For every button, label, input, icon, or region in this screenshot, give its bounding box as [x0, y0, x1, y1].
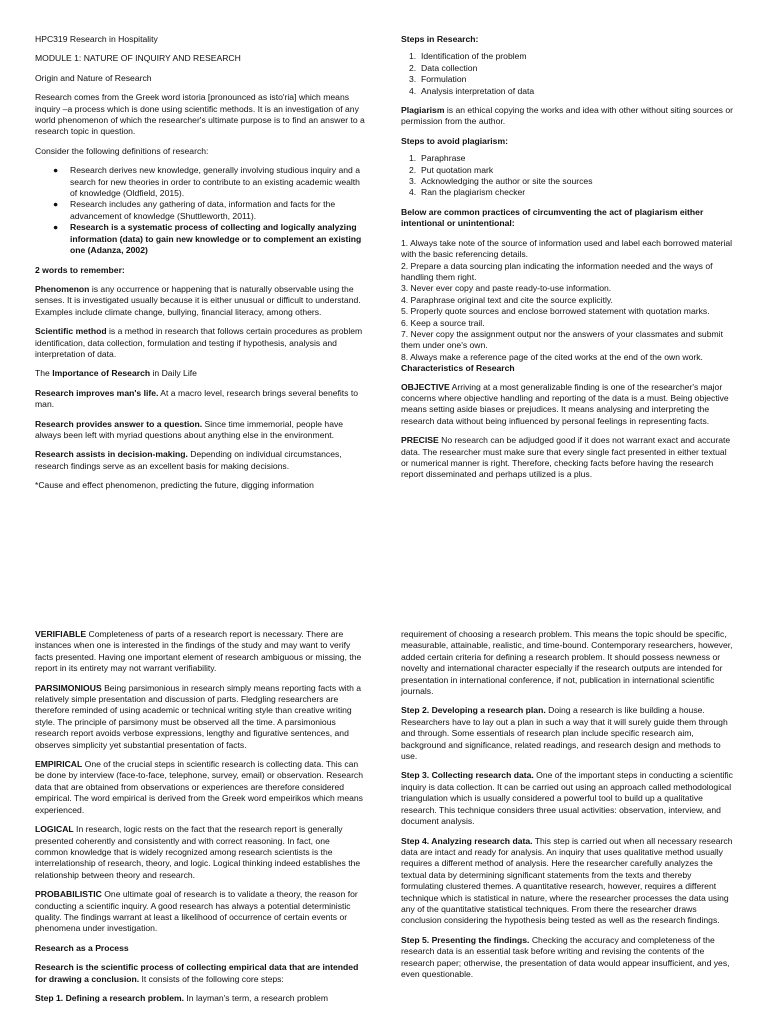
parsimonious-paragraph: PARSIMONIOUS Being parsimonious in research simply means reporting facts with a relatively simple presentation and discussion of parts. Fledgling researchers are therefore reminded of using academic or technical writing style than creative writing style. The principle of parsimony must be observed all the time. A parsimonious research report avoids verbose expressions, lengthy and figurative sentences, and observes simplicity yet substantial presentation of facts. [35, 682, 362, 750]
list-item: ● Research is a systematic process of collecting and logically analyzing information (data) to gain new knowledge or to complement an existing one (Adanza, 2002) [53, 222, 362, 256]
empirical-paragraph: EMPIRICAL One of the crucial steps in scientific research is collecting data. This can be done by interview (face-to-face, telephone, survey, email) or observation. Research data that are obtained from observations or experiences are therefore considered empirical. The word empirical is derived from the Greek word empeirikos which means experienced. [35, 759, 364, 815]
two-words-heading: 2 words to remember: [35, 264, 125, 275]
step3-paragraph: Step 3. Collecting research data. One of the important steps in conducting a scientific inquiry is data collection. It can be carried out using an approach called methodological triangulation which is usually considered a powerful tool to build up a qualitative research. This technique considers three usual activities: observation, interview, and document analysis. [401, 770, 733, 827]
step4-paragraph: Step 4. Analyzing research data. This step is carried out when all necessary research data are intact and ready for analysis. An inquiry that uses qualitative method usually requires a different method of analysis. Here the researcher carefully analyzes the textual data by determining significant statements from the texts and thereby formulating clustered themes. A quantitative research, however, requires a different technique which is statistical in nature, where the researcher processes the data using any of the quantitative statistical techniques. From there the researcher draws conclusion considering the hypothesis being tested as well as the research findings. [401, 835, 733, 926]
scientific-method-paragraph: Scientific method is a method in research that follows certain procedures as problem identification, data collection, formulation and testing if hypothesis, analysis and interpretation of data. [35, 326, 363, 359]
section-heading: Origin and Nature of Research [35, 72, 152, 83]
course-title: HPC319 Research in Hospitality [35, 34, 158, 44]
list-item: ● Research derives new knowledge, generally involving studious inquiry and a search for new theories in order to contribute to an existing academic wealth of knowledge (Oldfield, 2015). [53, 165, 360, 199]
plagiarism-paragraph: Plagiarism is an ethical copying the works and idea with other without siting sources or permission from the author. [401, 105, 733, 127]
list-item: 1. Paraphrase [409, 153, 466, 164]
logical-paragraph: LOGICAL In research, logic rests on the fact that the research report is generally presented coherently and consistently and with correct reasoning. In fact, one common knowledge that is widely recognized among research scientists is the interrelationship of research, theory, and logic. Logical thinking indeed establishes the relationship between theory and research. [35, 824, 361, 880]
improves-paragraph: Research improves man's life. At a macro level, research brings several benefits to man. [35, 387, 359, 410]
bullet-icon: ● [53, 165, 59, 176]
practices-heading: Below are common practices of circumventing the act of plagiarism either intentional or unintentional: [401, 206, 704, 229]
module-title: MODULE 1: NATURE OF INQUIRY AND RESEARCH [35, 53, 241, 64]
list-item: 2. Prepare a data sourcing plan indicating the information needed and the ways of handling them right. [401, 260, 713, 282]
step2-paragraph: Step 2. Developing a research plan. Doing a research is like building a house. Researchers have to lay out a plan in such a way that it will surely guide them through and through. Some essentials of research plan include specific research aim, background and significance, related readings, and research design and methods to use. [401, 705, 728, 762]
practices-list [401, 238, 733, 363]
list-item: 4. Analysis interpretation of data [409, 85, 535, 96]
list-item: 4. Paraphrase original text and cite the source explicitly. [401, 294, 613, 305]
steps-heading: Steps in Research: [401, 34, 479, 44]
verifiable-paragraph: VERIFIABLE Completeness of parts of a research report is necessary. There are instances when one is interested in the findings of the study and may want to verify facts presented. Having one important element of research ambiguous or missing, the report in its entirety may not warrant verifiability. [35, 629, 362, 674]
page1-right-column [401, 34, 733, 489]
list-item: 6. Keep a source trail. [401, 317, 485, 328]
document-page-2 [0, 612, 768, 1024]
steps-list [401, 51, 733, 97]
list-item: 4. Ran the plagiarism checker [409, 187, 526, 198]
page2-left-column [35, 629, 365, 1012]
list-item: 8. Always make a reference page of the cited works at the end of the own work. [401, 351, 703, 362]
definitions-list [35, 165, 367, 256]
list-item: 2. Put quotation mark [409, 164, 494, 175]
list-item: 1. Always take note of the source of information used and label each borrowed material with the basic referencing details. [401, 237, 733, 260]
list-item: 2. Data collection [409, 62, 478, 73]
step1-continued: requirement of choosing a research problem. This means the topic should be specific, measurable, attainable, realistic, and time-bound. Contemporary researchers, however, added certain criteria for defining a research problem. It should possess newness or novelty and international character especially if the research outputs are intended for presentation in international conference, if not, publication in international scientific journals. [401, 629, 733, 697]
step5-paragraph: Step 5. Presenting the findings. Checking the accuracy and completeness of the research data is an essential task before writing and revising the contents of the research paper; otherwise, the presentation of data would appear insufficient, and yes, even questionable. [401, 934, 730, 979]
step1-paragraph: Step 1. Defining a research problem. In layman's term, a research problem [35, 992, 328, 1003]
process-heading: Research as a Process [35, 942, 129, 953]
page1-left-column [35, 34, 367, 500]
characteristics-heading: Characteristics of Research [401, 363, 515, 374]
bullet-icon: ● [53, 222, 59, 233]
objective-paragraph: OBJECTIVE Arriving at a most generalizable finding is one of the researcher's major concerns where objective handling and reporting of the data is a must. Being objective means setting aside biases or prejudices. It means analysing and interpreting the research data without being influenced by personal feelings in representing facts. [401, 381, 729, 426]
decision-paragraph: Research assists in decision-making. Depending on individual circumstances, research findings serve as an excellent basis for making decisions. [35, 449, 342, 471]
phenomenon-paragraph: Phenomenon is any occurrence or happening that is naturally observable using the senses. It is investigated usually because it is either unusual or difficult to understand. Examples include climate change, bullying, financial literacy, among others. [35, 283, 361, 317]
definitions-lead: Consider the following definitions of research: [35, 145, 209, 156]
bullet-icon: ● [53, 199, 59, 210]
process-paragraph: Research is the scientific process of collecting empirical data that are intended for drawing a conclusion. It consists of the following core steps: [35, 962, 359, 984]
footnote: *Cause and effect phenomenon, predicting the future, digging information [35, 480, 314, 491]
list-item: 5. Properly quote sources and enclose borrowed statement with quotation marks. [401, 306, 710, 317]
list-item: 7. Never copy the assignment output nor the answers of your classmates and submit them under one's own. [401, 328, 723, 351]
list-item: 3. Acknowledging the author or site the sources [409, 176, 593, 187]
list-item: 1. Identification of the problem [409, 51, 527, 62]
probabilistic-paragraph: PROBABILISTIC One ultimate goal of research is to validate a theory, the reason for conducting a scientific inquiry. A good research has always a potential deterministic quality. The findings warrant at least a likelihood of occurrence of certain events or phenomena under investigation. [35, 889, 358, 934]
avoid-plagiarism-list [401, 153, 733, 199]
importance-heading: The Importance of Research in Daily Life [35, 368, 197, 379]
list-item: ● Research includes any gathering of data, information and facts for the advancement of knowledge (Shuttleworth, 2011). [53, 199, 336, 221]
precise-paragraph: PRECISE No research can be adjudged good if it does not warrant exact and accurate data. The researcher must make sure that every single fact presented in either textual or numerical manner is right. Therefore, checking facts before having the research report disseminated and perhaps utilized is a plus. [401, 435, 731, 480]
intro-paragraph: Research comes from the Greek word istoria [pronounced as isto'ria] which means inquiry –a process which is done using scientific methods. It is an investigation of any world phenomenon of which the researcher's ultimate purpose is to find an answer to a research topic in question. [35, 92, 365, 137]
answer-paragraph: Research provides answer to a question. Since time immemorial, people have always been left with myriad questions about anything else in the environment. [35, 418, 344, 440]
list-item: 3. Formulation [409, 74, 467, 85]
list-item: 3. Never ever copy and paste ready-to-use information. [401, 283, 612, 294]
avoid-plagiarism-heading: Steps to avoid plagiarism: [401, 135, 508, 146]
page2-right-column [401, 629, 733, 988]
